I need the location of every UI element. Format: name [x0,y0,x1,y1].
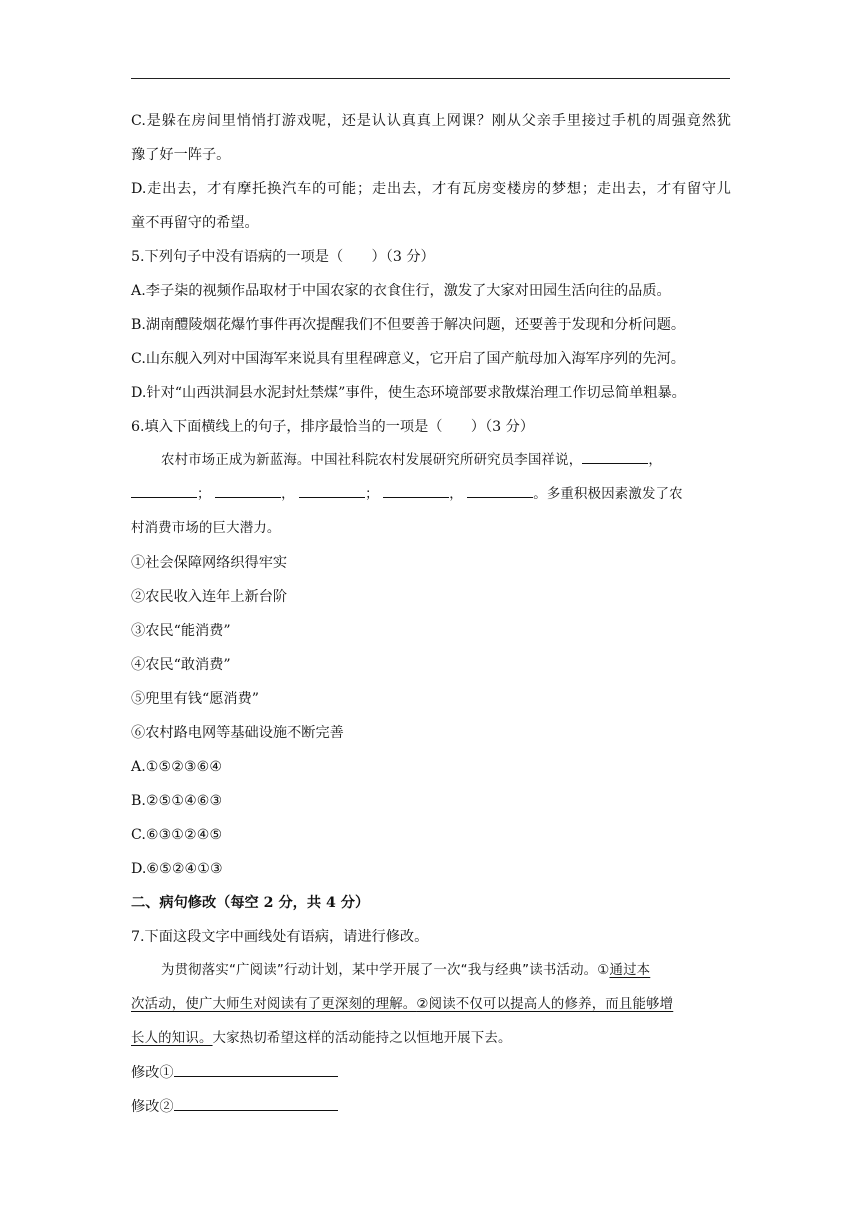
question-5-option-a: A.李子柒的视频作品取材于中国农家的衣食住行，激发了大家对田园生活向往的品质。 [131,283,671,299]
passage-6-sep: ； [365,487,379,502]
fill-blank-1[interactable] [582,448,648,464]
passage-6-line-1 [131,444,731,478]
underlined-sentence-1-cont: 次活动，使广大师生对阅读有了更深刻的理解。 [131,997,417,1012]
question-5-option-b: B.湖南醴陵烟花爆竹事件再次提醒我们不但要善于解决问题，还要善于发现和分析问题。 [131,317,686,333]
document-body [131,104,731,1124]
sentence-item-1: ①社会保障网络织得牢实 [131,555,288,571]
passage-6-sep: ； [197,487,211,502]
question-6-option-d: D.⑥⑤②④①③ [131,861,223,877]
sentence-item-6: ⑥农村路电网等基础设施不断完善 [131,725,344,741]
question-5: 5.下列句子中没有语病的一项是（ ）（3 分） [131,249,435,265]
sentence-item-3: ③农民“能消费” [131,623,231,639]
fill-blank-3[interactable] [215,482,281,498]
revision-1-label: 修改① [131,1065,174,1081]
question-7: 7.下面这段文字中画线处有语病，请进行修改。 [131,929,429,945]
header-rule [131,78,730,79]
sentence-item-2: ②农民收入连年上新台阶 [131,589,288,605]
revision-2-row [131,1090,731,1124]
revision-1-answer-line[interactable] [174,1062,338,1077]
question-6-option-a: A.①⑤②③⑥④ [131,759,223,775]
question-5-option-d: D.针对“山西洪洞县水泥封灶禁煤”事件，使生态环境部要求散煤治理工作切忌简单粗暴。 [131,385,686,401]
passage-7-text: 为贯彻落实“广阅读”行动计划，某中学开展了一次“我与经典”读书活动。① [161,963,610,978]
revision-2-label: 修改② [131,1099,174,1115]
fill-blank-6[interactable] [467,482,533,498]
passage-7-line-1 [131,954,731,988]
fill-blank-4[interactable] [299,482,365,498]
fill-blank-5[interactable] [383,482,449,498]
option-c-line-1: C.是躲在房间里悄悄打游戏呢，还是认认真真上网课？刚从父亲手里接过手机的周强竟然犹 [131,113,731,129]
passage-7-line-2 [131,988,731,1022]
sentence-item-4: ④农民“敢消费” [131,657,231,673]
passage-6-sep: ， [648,453,662,468]
passage-7-text: 大家热切希望这样的活动能持之以恒地开展下去。 [212,1031,512,1046]
sentence-item-5: ⑤兜里有钱“愿消费” [131,691,260,707]
fill-blank-2[interactable] [131,482,197,498]
passage-6-sep: ， [449,487,463,502]
underlined-sentence-1: 通过本 [609,963,651,978]
question-6-option-c: C.⑥③①②④⑤ [131,827,223,843]
question-6: 6.填入下面横线上的句子，排序最恰当的一项是（ ）（3 分） [131,419,535,435]
option-d-line-1: D.走出去，才有摩托换汽车的可能；走出去，才有瓦房变楼房的梦想；走出去，才有留守儿 [131,181,731,197]
option-c-line-2: 豫了好一阵子。 [131,147,231,163]
option-d-line-2: 童不再留守的希望。 [131,215,259,231]
passage-6-text: 农村市场正成为新蓝海。中国社科院农村发展研究所研究员李国祥说， [161,453,583,468]
passage-6-sep: ， [281,487,295,502]
revision-2-answer-line[interactable] [174,1096,338,1111]
passage-7-line-3 [131,1022,731,1056]
underlined-sentence-2: ②阅读不仅可以提高人的修养，而且能够增 [416,997,674,1012]
question-6-option-b: B.②⑤①④⑥③ [131,793,223,809]
question-5-option-c: C.山东舰入列对中国海军来说具有里程碑意义，它开启了国产航母加入海军序列的先河。 [131,351,685,367]
revision-1-row [131,1056,731,1090]
passage-6-line-3: 村消费市场的巨大潜力。 [131,521,281,536]
section-2-heading: 二、病句修改（每空 2 分，共 4 分） [131,895,370,911]
passage-6-line-2 [131,478,731,512]
passage-6-sep: 。多重积极因素激发了农 [533,487,683,502]
underlined-sentence-2-cont: 长人的知识。 [131,1031,213,1046]
